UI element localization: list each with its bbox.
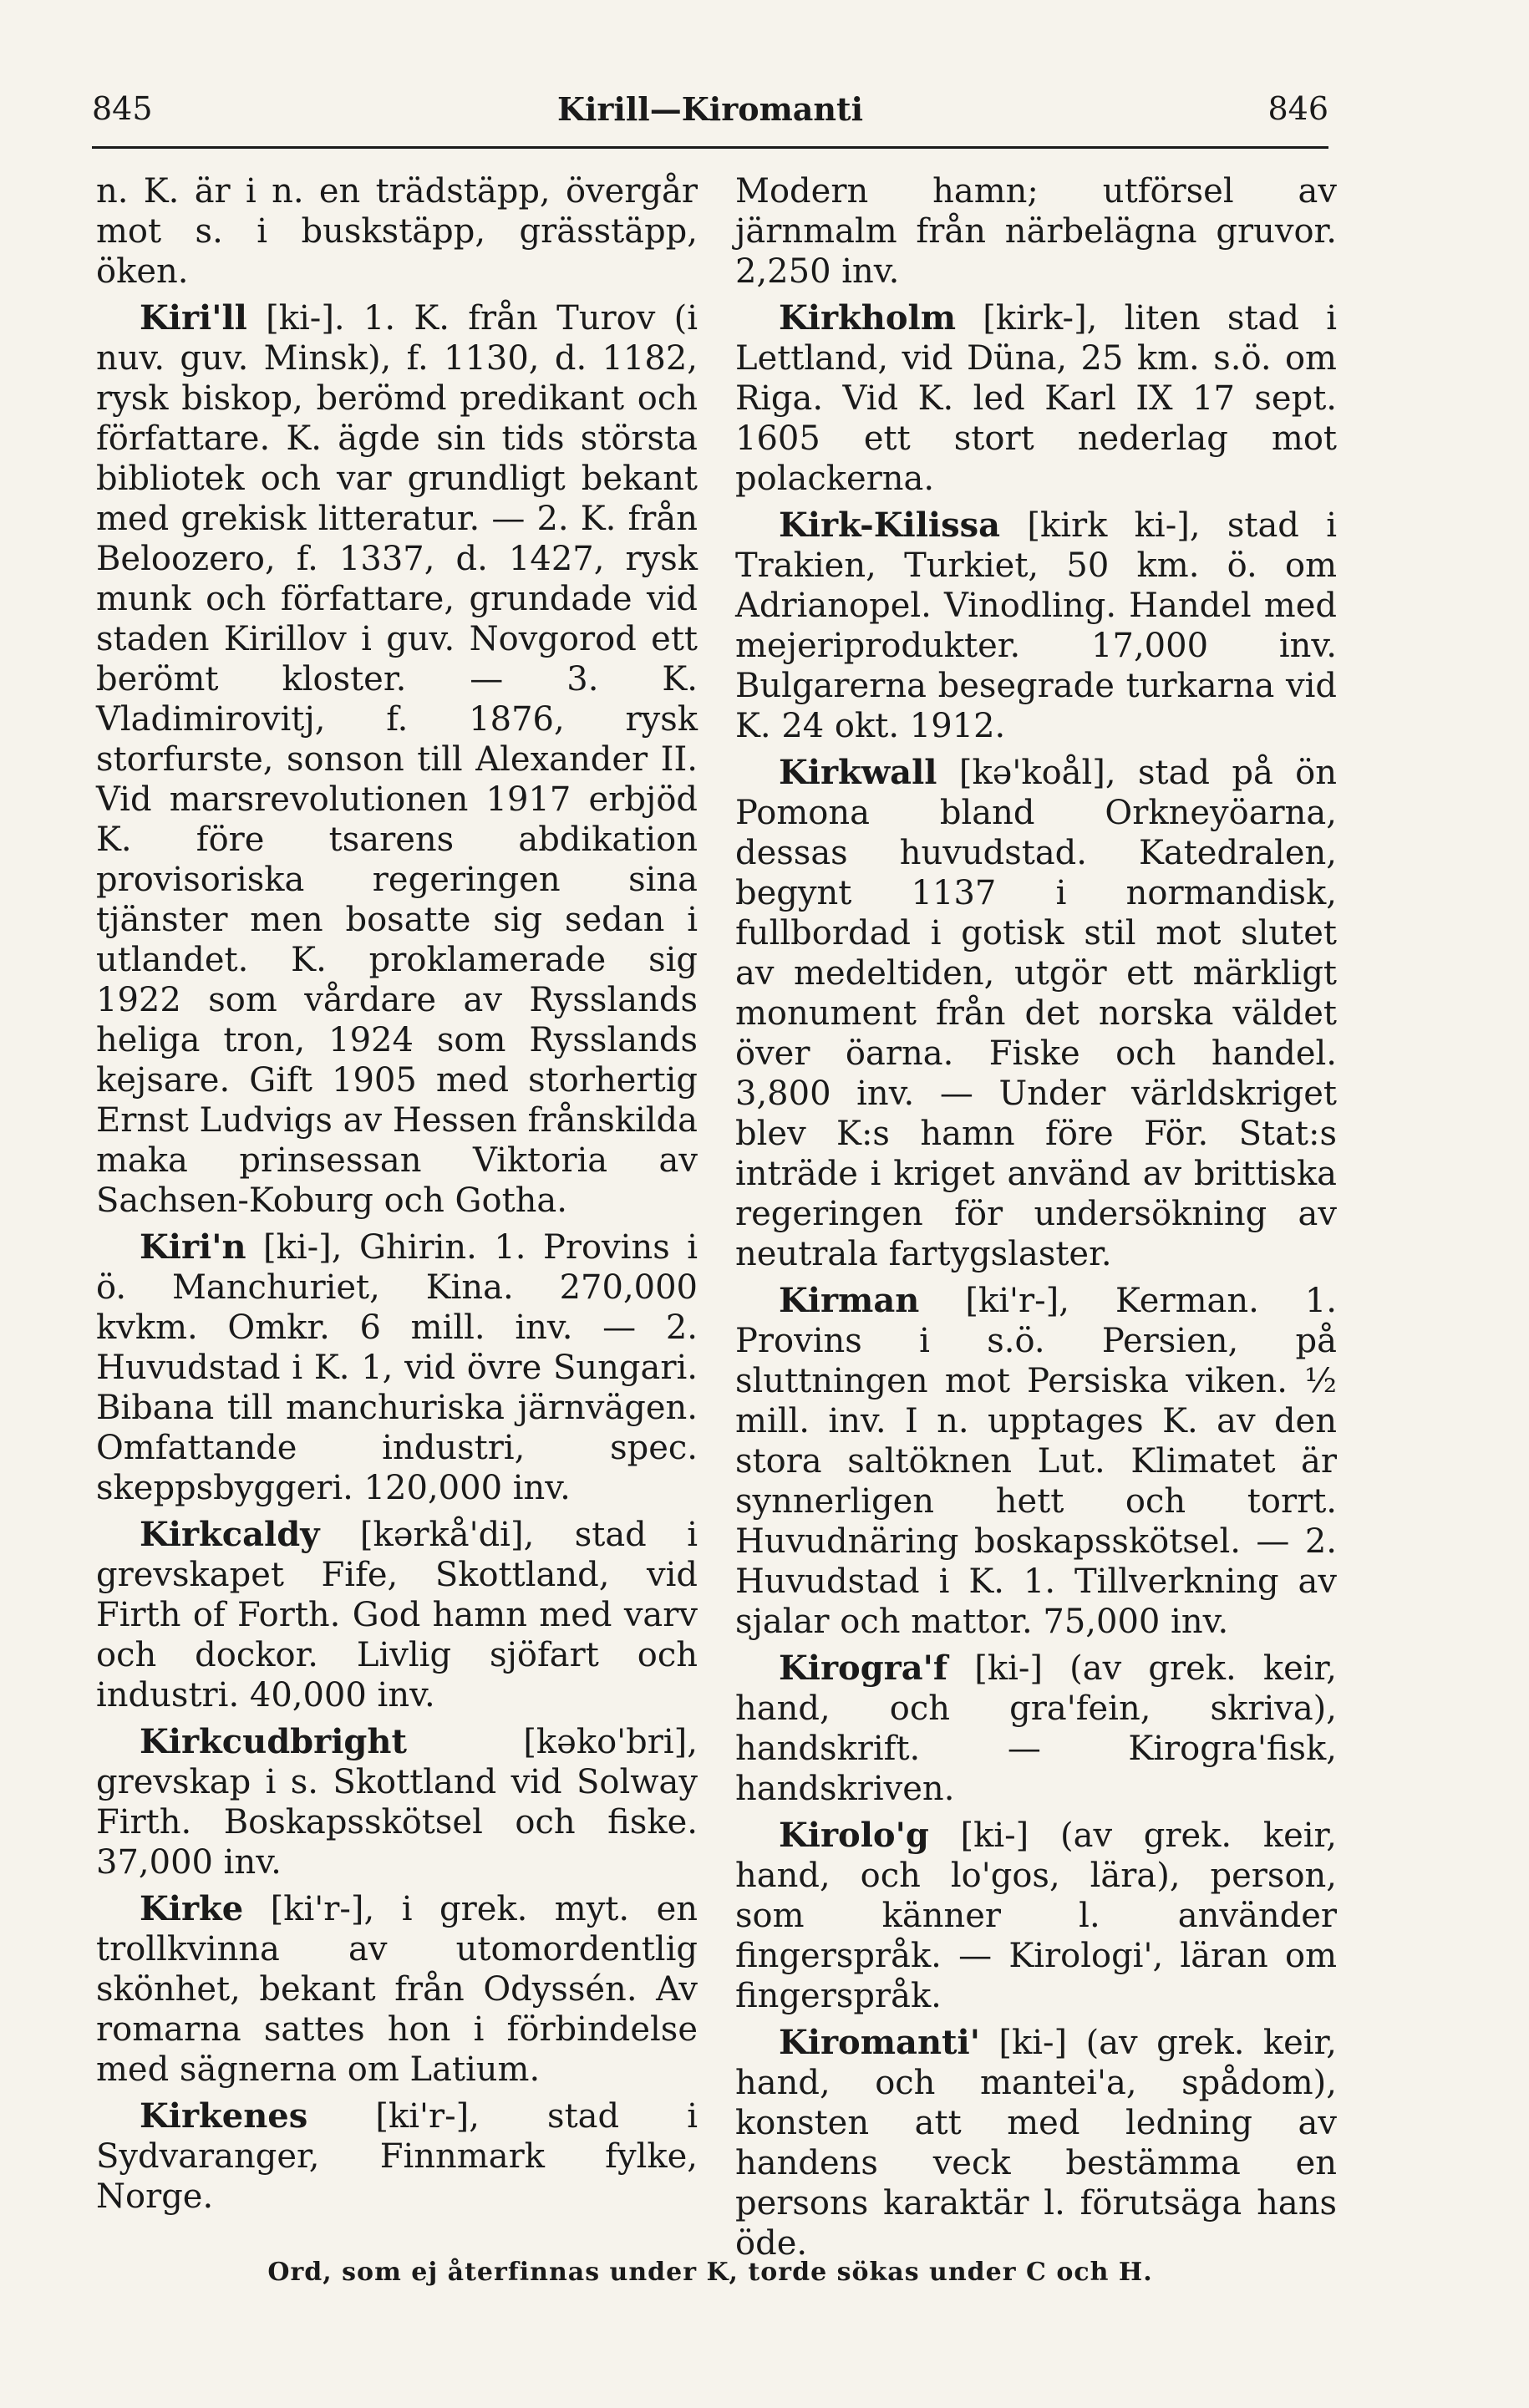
headword: Kirkwall [779, 753, 937, 792]
entry-kirin: Kiri'n [ki-], Ghirin. 1. Provins i ö. Manchuriet, Kina. 270,000 kvkm. Omkr. 6 mill. inv. — 2. Huvudstad i K. 1, vid övre Sungari. Bibana till manchuriska järnvägen. Omfattande industri, spec. skeppsbyggeri. 120,000 inv. [96, 1227, 698, 1507]
entry-kirk-kilissa: Kirk-Kilissa [kirk ki-], stad i Trakien, Turkiet, 50 km. ö. om Adrianopel. Vinodling. Handel med mejeriprodukter. 17,000 inv. Bulgarerna besegrade turkarna vid K. 24 okt. 1912. [735, 505, 1337, 745]
entry-kirke: Kirke [ki'r-], i grek. myt. en trollkvinna av utomordentlig skönhet, bekant från Odyssén. Av romarna sattes hon i förbindelse med sägnerna om Latium. [96, 1889, 698, 2089]
headword: Kirman [779, 1281, 920, 1320]
entry-kirill: Kiri'll [ki-]. 1. K. från Turov (i nuv. guv. Minsk), f. 1130, d. 1182, rysk biskop, berömd predikant och författare. K. ägde sin tids största bibliotek och var grundligt bekant med grekisk litteratur. — 2. K. från Beloozero, f. 1337, d. 1427, rysk munk och författare, grundade vid staden Kirillov i guv. Novgorod ett berömt kloster. — 3. K. Vladimirovitj, f. 1876, rysk storfurste, sonson till Alexander II. Vid marsrevolutionen 1917 erbjöd K. före tsarens abdikation provisoriska regeringen sina tjänster men bosatte sig sedan i utlandet. K. proklamerade sig 1922 som vårdare av Rysslands heliga tron, 1924 som Rysslands kejsare. Gift 1905 med storhertig Ernst Ludvigs av Hessen frånskilda maka prinsessan Viktoria av Sachsen-Koburg och Gotha. [96, 298, 698, 1220]
headword: Kirke [140, 1889, 244, 1928]
entry-kirolog: Kirolo'g [ki-] (av grek. keir, hand, och lo'gos, lära), person, som känner l. använder fingerspråk. — Kirologi', läran om fingerspråk. [735, 1816, 1337, 2015]
entry-kirman: Kirman [ki'r-], Kerman. 1. Provins i s.ö. Persien, på sluttningen mot Persiska viken. ½ mill. inv. I n. upptages K. av den stora saltöknen Lut. Klimatet är synnerligen hett och torrt. Huvudnäring boskapsskötsel. — 2. Huvudstad i K. 1. Tillverkning av sjalar och mattor. 75,000 inv. [735, 1281, 1337, 1641]
right-column [735, 171, 1337, 2270]
headword: Kirogra'f [779, 1649, 948, 1688]
entry-kirkwall: Kirkwall [kə'koål], stad på ön Pomona bland Orkneyöarna, dessas huvudstad. Katedralen, begynt 1137 i normandisk, fullbordad i gotisk stil mot slutet av medeltiden, utgör ett märkligt monument från det norska väldet över öarna. Fiske och handel. 3,800 inv. — Under världskriget blev K:s hamn före För. Stat:s inträde i kriget använd av brittiska regeringen för undersökning av neutrala fartygslaster. [735, 753, 1337, 1273]
entry-kirkcaldy: Kirkcaldy [kərkå'di], stad i grevskapet Fife, Skottland, vid Firth of Forth. God hamn med varv och dockor. Livlig sjöfart och industri. 40,000 inv. [96, 1515, 698, 1715]
page-number-left: 845 [92, 90, 153, 127]
entry-kirograf: Kirogra'f [ki-] (av grek. keir, hand, och gra'fein, skriva), handskrift. — Kirogra'fisk, handskriven. [735, 1649, 1337, 1808]
headword: Kirolo'g [779, 1816, 929, 1855]
entry-kirkholm: Kirkholm [kirk-], liten stad i Lettland, vid Düna, 25 km. s.ö. om Riga. Vid K. led Karl IX 17 sept. 1605 ett stort nederlag mot polackerna. [735, 298, 1337, 498]
headword: Kirkholm [779, 298, 957, 338]
page-header [92, 84, 1328, 142]
entry-continuation: Modern hamn; utförsel av järnmalm från närbelägna gruvor. 2,250 inv. [735, 172, 1337, 291]
running-title: Kirill—Kiromanti [556, 90, 864, 128]
headword: Kirk-Kilissa [779, 505, 1001, 545]
entry-kirkcudbright: Kirkcudbright [kəko'bri], grevskap i s. Skottland vid Solway Firth. Boskapsskötsel och fiske. 37,000 inv. [96, 1722, 698, 1882]
headword: Kiromanti' [779, 2023, 980, 2062]
headword: Kirkenes [140, 2096, 308, 2136]
headword: Kirkcudbright [140, 1722, 407, 1761]
headword: Kiri'n [140, 1227, 246, 1267]
headword: Kiri'll [140, 298, 247, 338]
page-number-right: 846 [1267, 90, 1328, 127]
entry-continuation: n. K. är i n. en trädstäpp, övergår mot s. i buskstäpp, grässtäpp, öken. [96, 172, 698, 291]
header-rule [92, 146, 1328, 149]
headword: Kirkcaldy [140, 1515, 320, 1554]
footer-note: Ord, som ej återfinnas under K, torde sökas under C och H. [267, 2258, 1153, 2287]
left-column [96, 171, 698, 2223]
entry-kirkenes: Kirkenes [ki'r-], stad i Sydvaranger, Finnmark fylke, Norge. [96, 2096, 698, 2216]
entry-kiromanti: Kiromanti' [ki-] (av grek. keir, hand, och mantei'a, spådom), konsten att med ledning av handens veck bestämma en persons karaktär l. förutsäga hans öde. [735, 2023, 1337, 2263]
